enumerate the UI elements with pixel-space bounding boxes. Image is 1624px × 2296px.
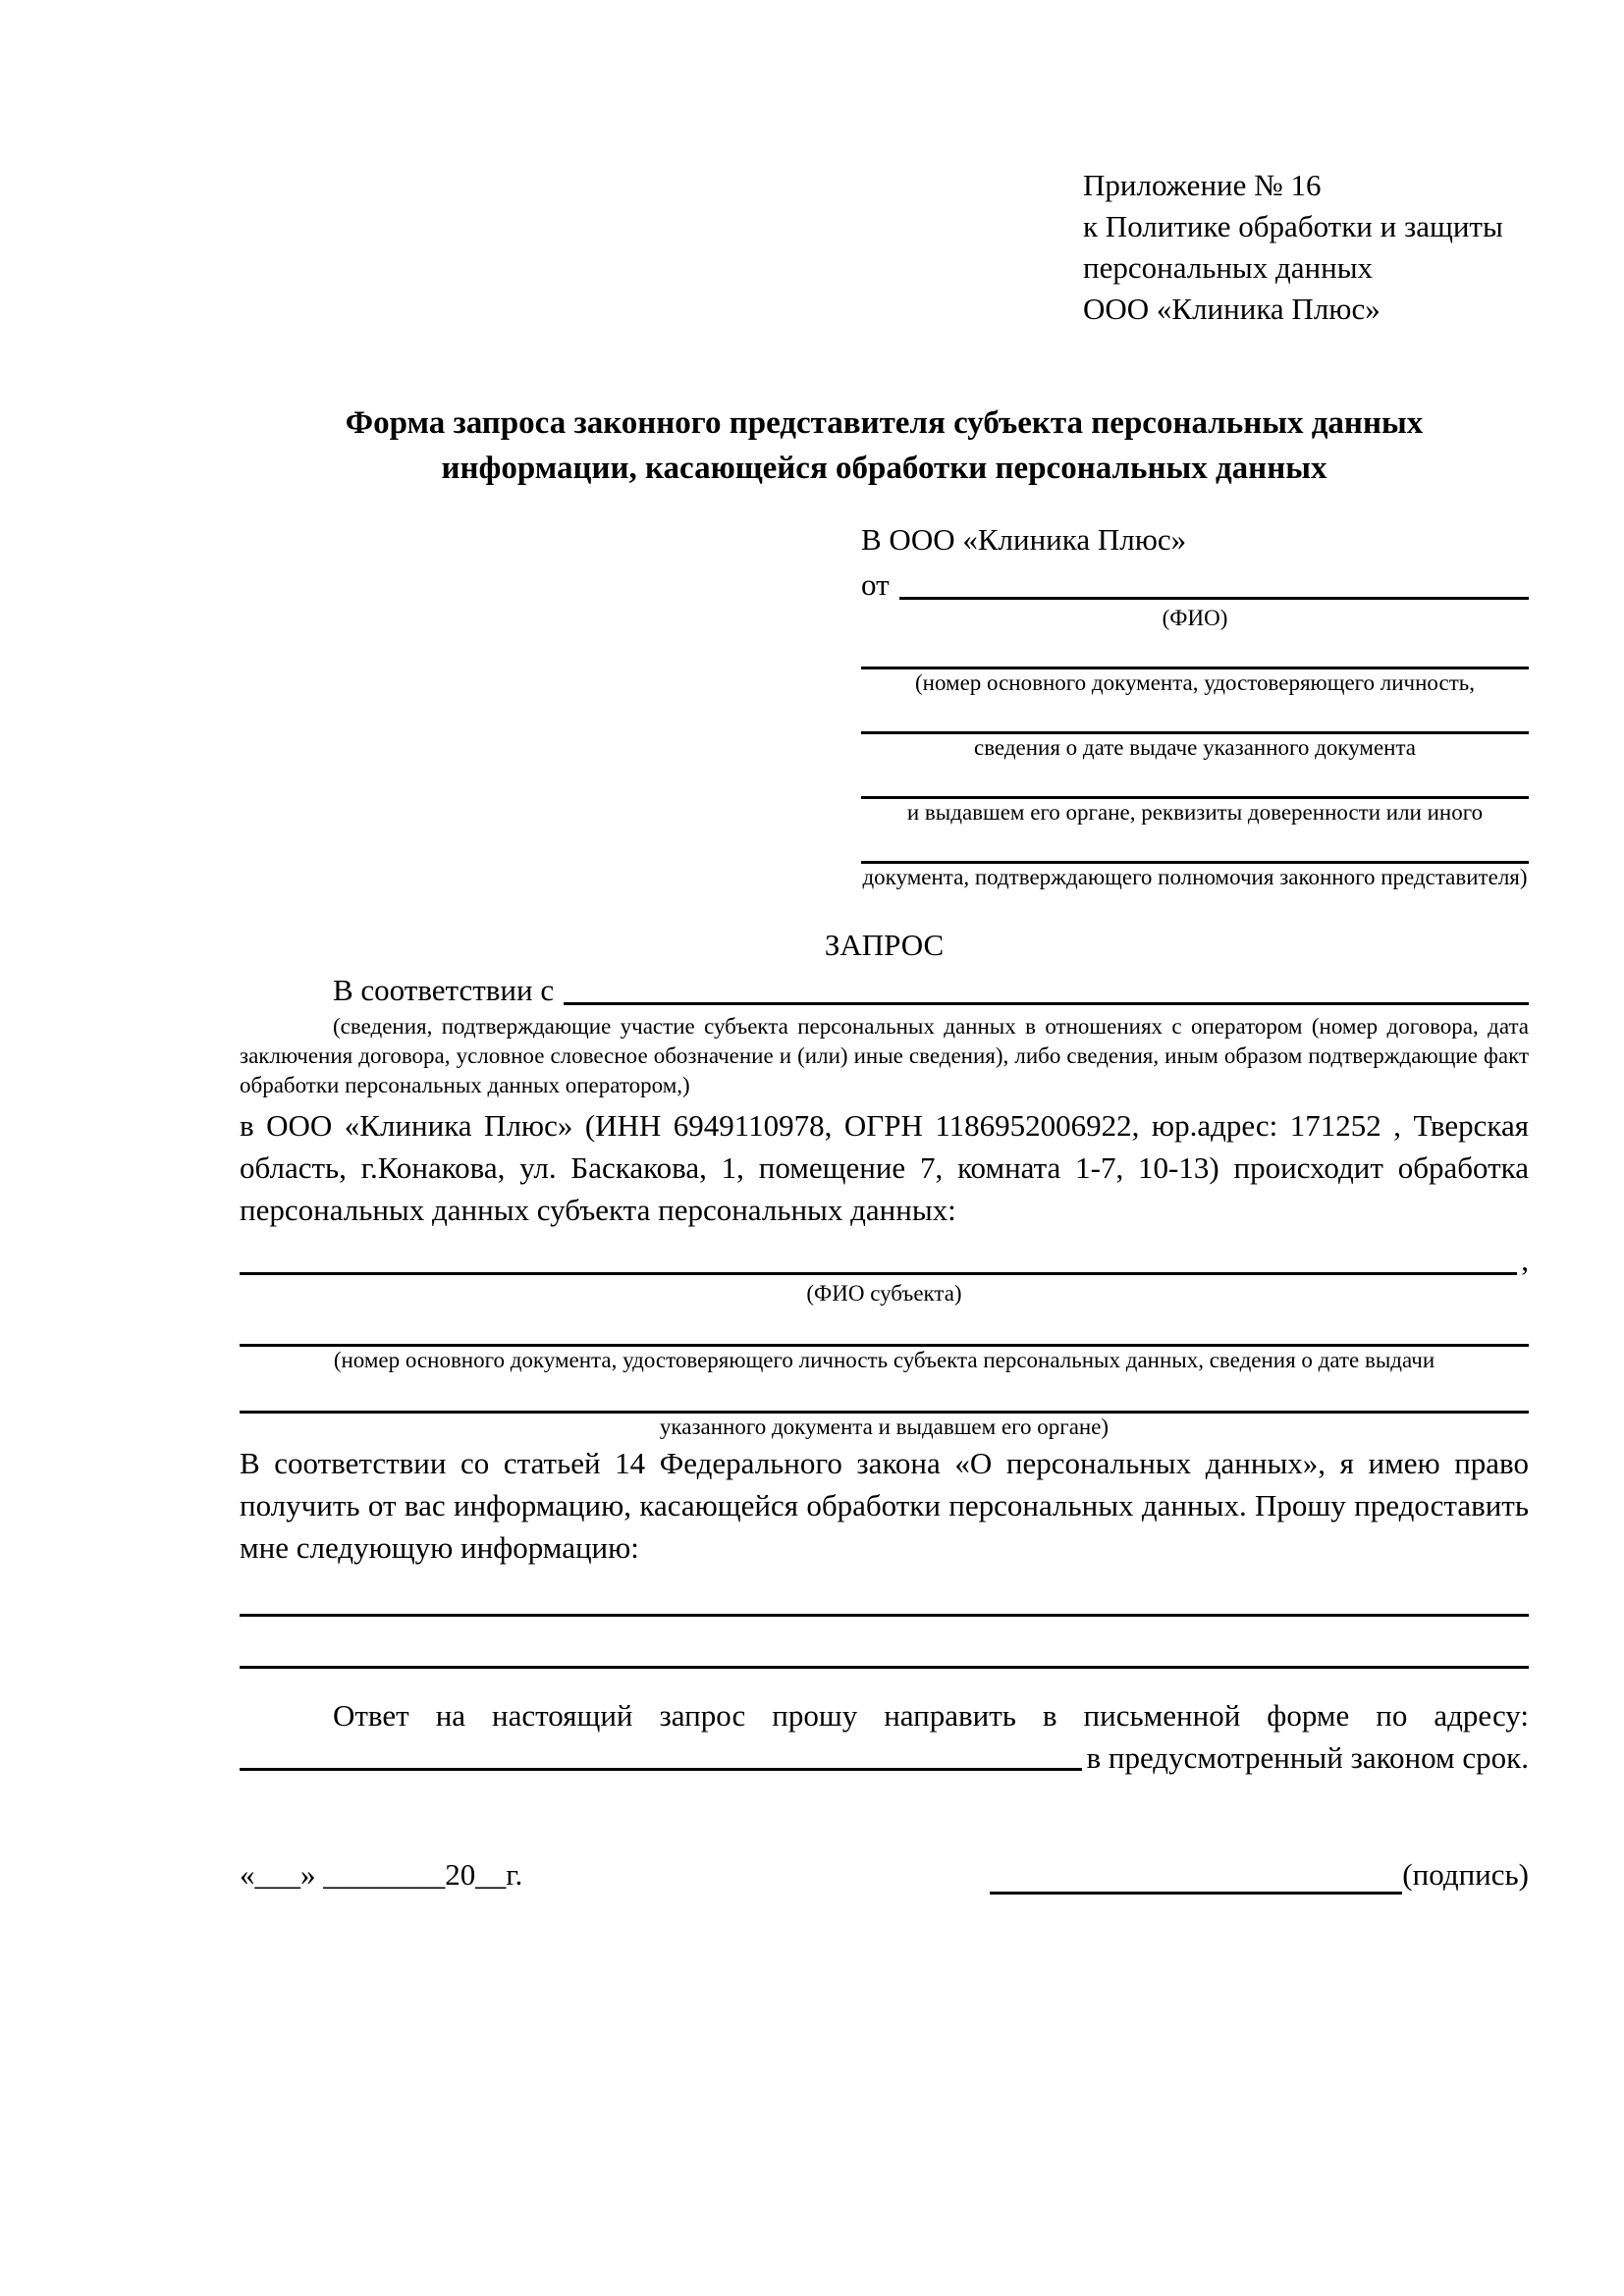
appendix-line-3: персональных данных: [1083, 250, 1374, 285]
document-title-line-2: информации, касающейся обработки персональных данных: [441, 451, 1327, 486]
subject-doc-fill-line: [240, 1307, 1529, 1347]
appendix-line-2: к Политике обработки и защиты: [1083, 209, 1503, 243]
info-fill-line: [240, 1569, 1529, 1617]
request-intro-label: В соответствии с: [333, 973, 555, 1007]
addressee-field: [861, 761, 1529, 826]
law-paragraph: В соответствии со статьей 14 Федерального закона «О персональных данных», я имею право получить от вас информацию, касающейся обработки персональных данных. Прошу предоставить мне следующую информацию:: [240, 1446, 1529, 1565]
date-fill-text: «___» ________20__г.: [240, 1857, 523, 1892]
addressee-block: [861, 520, 1529, 890]
addressee-field-caption: документа, подтверждающего полномочия законного представителя): [862, 865, 1528, 889]
info-fill-line: [240, 1617, 1529, 1669]
addressee-to: В ООО «Клиника Плюс»: [861, 522, 1187, 557]
operator-paragraph: в ООО «Клиника Плюс» (ИНН 6949110978, ОГРН 1186952006922, юр.адрес: 171252 , Тверская область, г.Конакова, ул. Баскакова, 1, помещение 7, комната 1-7, 10-13) происходит обработка персональных данных субъекта персональных данных:: [240, 1108, 1529, 1227]
appendix-line-4: ООО «Клиника Плюс»: [1083, 292, 1380, 326]
intro-note: (сведения, подтверждающие участие субъекта персональных данных в отношениях с оператором (номер договора, дата заключения договора, условное словесное обозначение и (или) иные сведения), либо сведения, иным образом подтверждающие факт обработки персональных данных оператором,): [240, 1014, 1529, 1097]
addressee-fill-line: [861, 761, 1529, 799]
document-title: [240, 400, 1529, 491]
addressee-field-caption: сведения о дате выдаче указанного документа: [973, 735, 1417, 760]
subject-doc-caption-1: (номер основного документа, удостоверяющего личность субъекта персональных данных, сведения о дате выдачи: [333, 1348, 1435, 1372]
reply-paragraph-line-2: [240, 1736, 1529, 1779]
addressee-field-caption: и выдавшем его органе, реквизиты доверенности или иного: [906, 800, 1484, 825]
subject-doc-caption-2: указанного документа и выдавшем его органе): [659, 1415, 1110, 1439]
addressee-field: [861, 826, 1529, 890]
addressee-fill-line: [861, 631, 1529, 669]
appendix-line-1: Приложение № 16: [1083, 168, 1322, 202]
addressee-field-caption: (номер основного документа, удостоверяющего личность,: [914, 670, 1475, 695]
addressee-field: [861, 631, 1529, 696]
from-label: от: [861, 567, 890, 602]
subject-fio-fill-line: [240, 1241, 1517, 1275]
subject-fio-suffix: ,: [1521, 1243, 1529, 1277]
reply-paragraph-line-1: Ответ на настоящий запрос прошу направить в письменной форме по адресу:: [333, 1698, 1529, 1733]
document-title-line-1: Форма запроса законного представителя субъекта персональных данных: [345, 405, 1424, 441]
from-fill-line: [899, 565, 1529, 600]
signature-group: [990, 1855, 1529, 1895]
request-heading: ЗАПРОС: [824, 928, 945, 962]
subject-fio-row: [240, 1241, 1529, 1280]
document-content: [240, 0, 1529, 1895]
request-intro-row: [240, 971, 1529, 1010]
from-row: [861, 565, 1529, 605]
appendix-block: [1083, 165, 1529, 330]
fio-caption: (ФИО): [1162, 606, 1228, 630]
signature-caption: (подпись): [1402, 1857, 1529, 1892]
reply-paragraph-end: в предусмотренный законом срок.: [1086, 1740, 1529, 1775]
addressee-fill-line: [861, 696, 1529, 734]
reply-address-fill-line: [240, 1736, 1082, 1771]
subject-doc-fill-line: [240, 1373, 1529, 1414]
footer-row: [240, 1855, 1529, 1895]
addressee-fill-line: [861, 826, 1529, 864]
addressee-field: [861, 696, 1529, 761]
request-intro-fill-line: [564, 971, 1529, 1005]
signature-fill-line: [990, 1860, 1402, 1895]
subject-fio-caption: (ФИО субъекта): [806, 1281, 962, 1306]
